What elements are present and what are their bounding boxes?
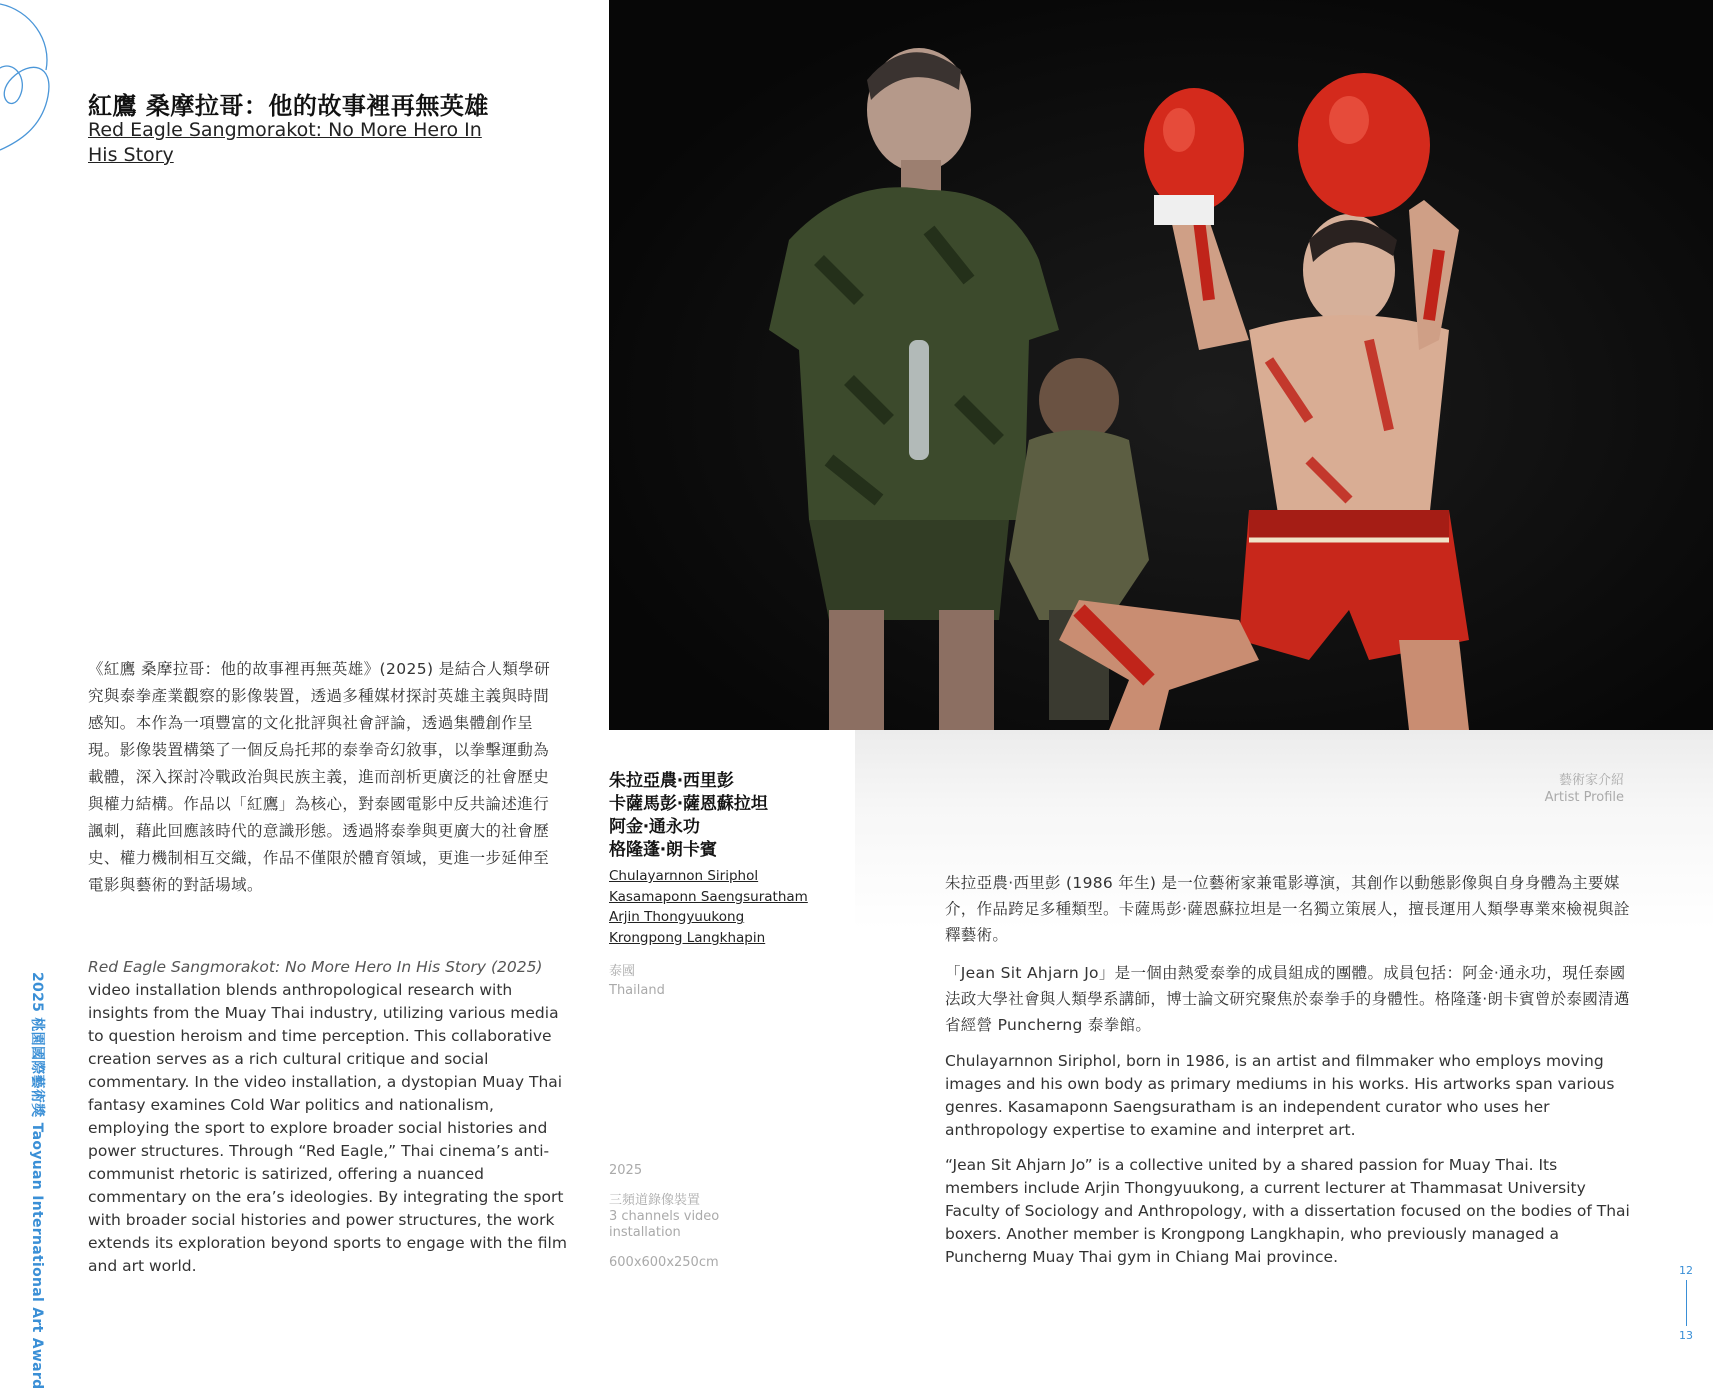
description-zh: 《紅鷹 桑摩拉哥：他的故事裡再無英雄》(2025) 是結合人類學研究與泰拳產業觀察的影像裝置，透過多種媒材探討英雄主義與時間感知。本作為一項豐富的文化批評與社會評論，透過集體創作呈現。影像裝置構築了一個反烏托邦的泰拳奇幻敘事，以拳擊運動為載體，深入探討冷戰政治與民族主義，進而剖析更廣泛的社會歷史與權力結構。作品以「紅鷹」為核心，對泰國電影中反共論述進行諷刺，藉此回應該時代的意識形態。透過將泰拳與更廣大的社會歷史、權力機制相互交織，作品不僅限於體育領域，更進一步延伸至電影與藝術的對話場域。	[88, 660, 551, 894]
artist-name-en: Krongpong Langkhapin	[609, 929, 766, 946]
artist-names-en	[609, 866, 808, 948]
artist-name-zh: 格隆蓬‧朗卡賓	[609, 840, 717, 860]
artist-name-en: Chulayarnnon Siriphol	[609, 868, 759, 884]
page-number-right: 13	[1679, 1329, 1693, 1342]
page-number-left: 12	[1679, 1264, 1693, 1277]
description-en	[88, 956, 568, 1278]
artist-name-zh: 卡薩馬彭‧薩恩蘇拉坦	[609, 794, 768, 814]
medium-en-line1: 3 channels video	[609, 1209, 720, 1224]
work-title-en: Red Eagle Sangmorakot: No More Hero In His Story	[88, 119, 482, 166]
medium-zh: 三頻道錄像裝置	[609, 1193, 701, 1208]
description-en-body: video installation blends anthropological research with insights from the Muay Thai industry, utilizing various media to question heroism and time perception. This collaborative creation serves as a rich cultural critique and social commentary. In the video installation, a dystopian Muay Thai fantasy examines Cold War politics and nationalism, employing the sport to explore broader social histories and power structures. Through “Red Eagle,” Thai cinema’s anti-communist rhetoric is satirized, offering a nuanced commentary on the era’s ideologies. By integrating the sport with broader social histories and power structures, the work extends its exploration beyond sports to engage with the film and art world.	[88, 981, 567, 1275]
country	[609, 962, 665, 1000]
description-en-title: Red Eagle Sangmorakot: No More Hero In His Story (2025)	[88, 958, 543, 976]
profile-label-zh: 藝術家介紹	[1558, 773, 1624, 788]
profile-paragraph-zh-1: 朱拉亞農‧西里彭 (1986 年生) 是一位藝術家兼電影導演，其創作以動態影像與自身身體為主要媒介，作品跨足多種類型。卡薩馬彭‧薩恩蘇拉坦是一名獨立策展人，擅長運用人類學專業來檢視與詮釋藝術。	[945, 874, 1630, 944]
medium-en-line2: installation	[609, 1225, 681, 1240]
decorative-curve	[0, 0, 80, 170]
work-title-zh: 紅鷹 桑摩拉哥：他的故事裡再無英雄	[88, 92, 489, 120]
vertical-title-text: 2025 桃園國際藝術獎 Taoyuan International Art Award	[29, 972, 45, 1389]
country-en: Thailand	[609, 983, 665, 998]
profile-paragraph-en-2: “Jean Sit Ahjarn Jo” is a collective united by a shared passion for Muay Thai. Its members include Arjin Thongyuukong, a current lecturer at Thammasat University Faculty of Sociology and Anthropology, with a dissertation focused on the bodies of Thai boxers. Another member is Krongpong Langkhapin, who previously managed a Puncherng Muay Thai gym in Chiang Mai province.	[945, 1156, 1630, 1266]
profile-paragraph-zh-2: 「Jean Sit Ahjarn Jo」是一個由熱愛泰拳的成員組成的團體。成員包括：阿金‧通永功，現任泰國法政大學社會與人類學系講師，博士論文研究聚焦於泰拳手的身體性。格隆蓬‧朗卡賓曾於泰國清邁省經營 Puncherng 泰拳館。	[945, 964, 1630, 1034]
photo-illustration	[609, 0, 1713, 730]
artist-name-zh: 朱拉亞農‧西里彭	[609, 771, 734, 791]
artist-name-en: Arjin Thongyuukong	[609, 909, 745, 925]
artwork-photo	[609, 0, 1713, 730]
page-number-divider	[1686, 1280, 1687, 1326]
profile-paragraph-en-1: Chulayarnnon Siriphol, born in 1986, is an artist and filmmaker who employs moving images and his own body as primary mediums in his works. His artworks span various genres. Kasamaponn Saengsuratham is an independent curator who uses her anthropology expertise to examine and interpret art.	[945, 1052, 1615, 1139]
artist-names-zh	[609, 770, 768, 862]
artist-profile-text	[945, 870, 1635, 1281]
page-numbers	[1672, 1264, 1700, 1342]
work-year: 2025	[609, 1163, 643, 1178]
vertical-running-title	[18, 972, 58, 1389]
country-zh: 泰國	[609, 964, 636, 979]
profile-label	[1520, 772, 1624, 806]
work-meta	[609, 1163, 719, 1271]
profile-label-en: Artist Profile	[1544, 790, 1624, 805]
artist-name-en: Kasamaponn Saengsuratham	[609, 888, 808, 905]
artist-name-zh: 阿金‧通永功	[609, 817, 700, 837]
work-dimensions: 600x600x250cm	[609, 1255, 719, 1270]
